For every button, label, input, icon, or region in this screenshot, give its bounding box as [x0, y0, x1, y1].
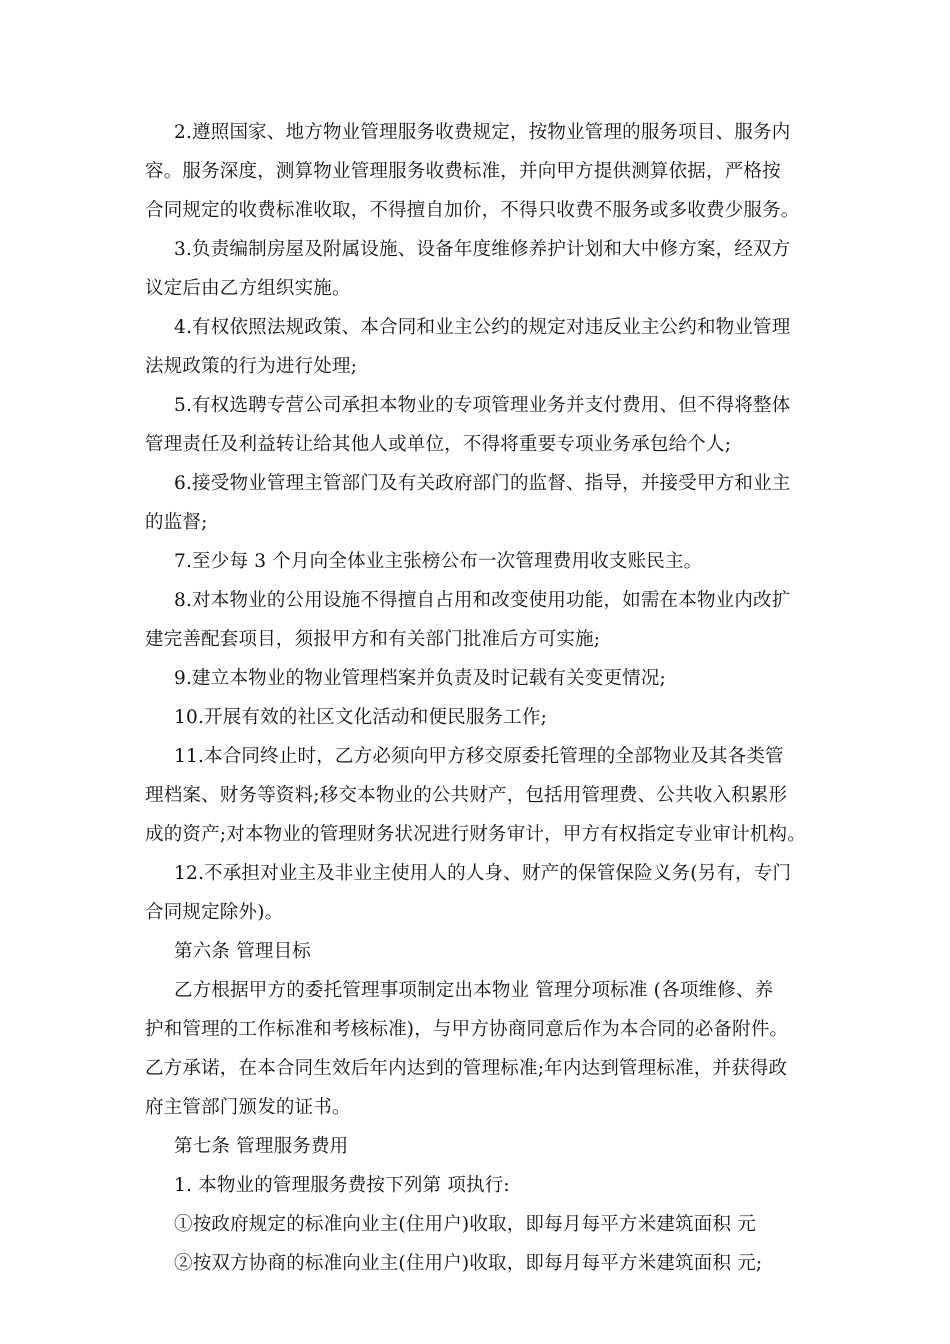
clause-7-line-1: 7.至少每 3 个月向全体业主张榜公布一次管理费用收支账民主。: [174, 551, 703, 572]
clause-6-line-2: 的监督;: [145, 512, 208, 533]
clause-6-line-1: 6.接受物业管理主管部门及有关政府部门的监督、指导，并接受甲方和业主: [174, 473, 791, 494]
clause-5-line-1: 5.有权选聘专营公司承担本物业的专项管理业务并支付费用、但不得将整体: [174, 395, 791, 416]
clause-4-line-1: 4.有权依照法规政策、本合同和业主公约的规定对违反业主公约和物业管理: [174, 317, 791, 338]
clause-4-line-2: 法规政策的行为进行处理;: [145, 356, 358, 377]
clause-5-line-2: 管理责任及利益转让给其他人或单位，不得将重要专项业务承包给个人;: [145, 434, 732, 455]
clause-12-line-2: 合同规定除外)。: [145, 902, 284, 923]
article-7-item-1: 1. 本物业的管理服务费按下列第 项执行:: [174, 1175, 510, 1196]
clause-12-line-1: 12.不承担对业主及非业主使用人的人身、财产的保管保险义务(另有，专门: [174, 863, 792, 884]
clause-2-line-2: 容。服务深度，测算物业管理服务收费标准，并向甲方提供测算依据，严格按: [145, 161, 781, 182]
article-6-line-3: 乙方承诺，在本合同生效后年内达到的管理标准;年内达到管理标准，并获得政: [145, 1058, 788, 1079]
clause-11-line-3: 成的资产;对本物业的管理财务状况进行财务审计，甲方有权指定专业审计机构。: [145, 824, 806, 845]
clause-3-line-1: 3.负责编制房屋及附属设施、设备年度维修养护计划和大中修方案，经双方: [174, 239, 791, 260]
clause-2-line-1: 2.遵照国家、地方物业管理服务收费规定，按物业管理的服务项目、服务内: [174, 122, 791, 143]
article-6-heading: 第六条 管理目标: [174, 941, 311, 962]
clause-10-line-1: 10.开展有效的社区文化活动和便民服务工作;: [174, 707, 548, 728]
clause-9-line-1: 9.建立本物业的物业管理档案并负责及时记载有关变更情况;: [174, 668, 666, 689]
clause-11-line-2: 理档案、财务等资料;移交本物业的公共财产，包括用管理费、公共收入积累形: [145, 785, 788, 806]
article-6-line-1: 乙方根据甲方的委托管理事项制定出本物业 管理分项标准 (各项维修、养: [174, 980, 774, 1001]
clause-8-line-2: 建完善配套项目，须报甲方和有关部门批准后方可实施;: [145, 629, 601, 650]
article-6-line-2: 护和管理的工作标准和考核标准)，与甲方协商同意后作为本合同的必备附件。: [145, 1019, 789, 1040]
article-7-heading: 第七条 管理服务费用: [174, 1136, 349, 1157]
clause-11-line-1: 11.本合同终止时，乙方必须向甲方移交原委托管理的全部物业及其各类管: [174, 746, 784, 767]
clause-8-line-1: 8.对本物业的公用设施不得擅自占用和改变使用功能，如需在本物业内改扩: [174, 590, 791, 611]
clause-3-line-2: 议定后由乙方组织实施。: [145, 278, 351, 299]
article-7-option-2: ②按双方协商的标准向业主(住用户)收取，即每月每平方米建筑面积 元;: [174, 1253, 763, 1274]
article-7-option-1: ①按政府规定的标准向业主(住用户)收取，即每月每平方米建筑面积 元: [174, 1214, 756, 1235]
clause-2-line-3: 合同规定的收费标准收取，不得擅自加价，不得只收费不服务或多收费少服务。: [145, 200, 800, 221]
article-6-line-4: 府主管部门颁发的证书。: [145, 1097, 351, 1118]
